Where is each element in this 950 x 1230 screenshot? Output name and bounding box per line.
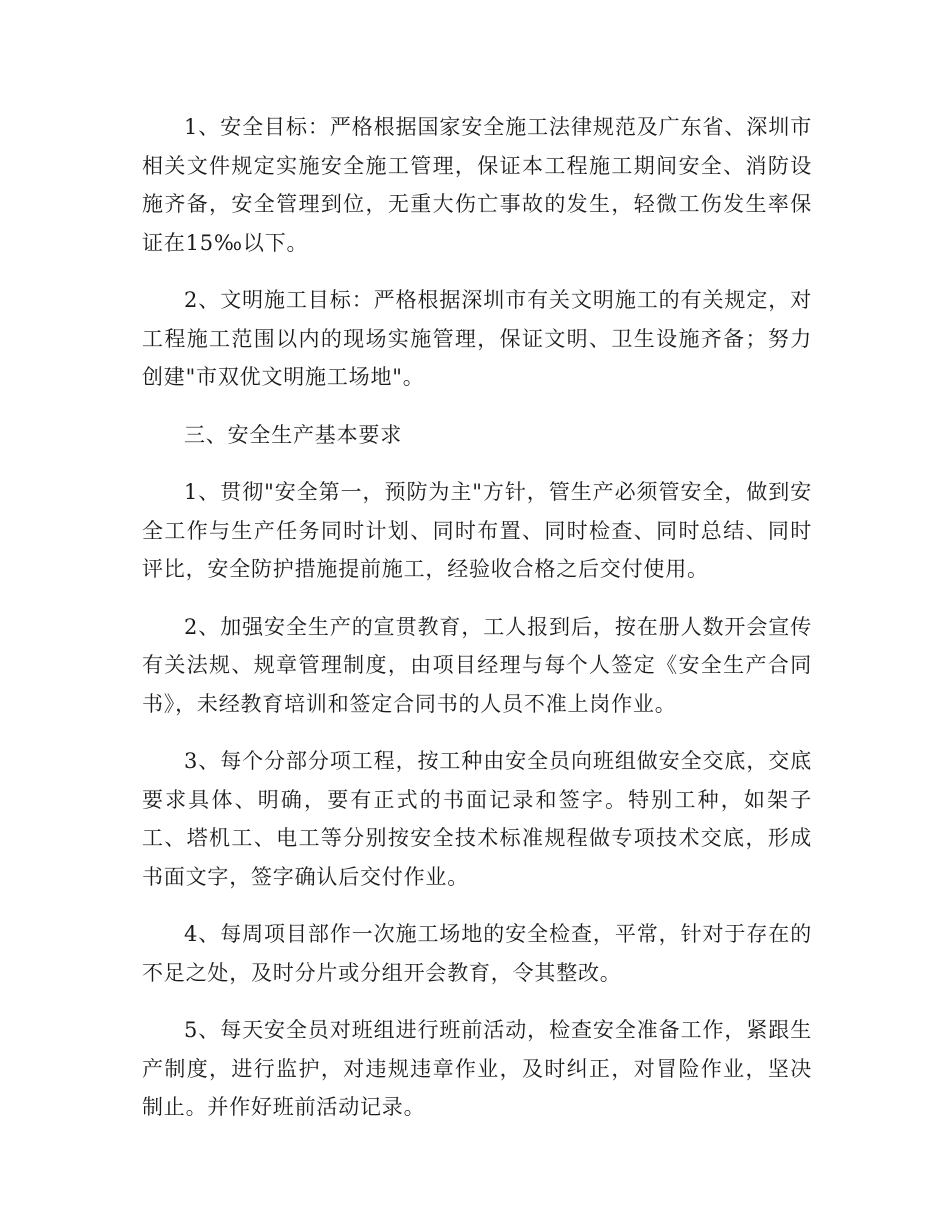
civilized-construction-goal-paragraph: 2、文明施工目标：严格根据深圳市有关文明施工的有关规定，对工程施工范围以内的现场实施管理，保证文明、卫生设施齐备；努力创建"市双优文明施工场地"。 [142, 288, 812, 389]
document-body [142, 108, 812, 1146]
requirement-1-paragraph: 1、贯彻"安全第一，预防为主"方针，管生产必须管安全，做到安全工作与生产任务同时计划、同时布置、同时检查、同时总结、同时评比，安全防护措施提前施工，经验收合格之后交付使用。 [142, 480, 812, 581]
requirement-3-paragraph: 3、每个分部分项工程，按工种由安全员向班组做安全交底，交底要求具体、明确，要有正式的书面记录和签字。特别工种，如架子工、塔机工、电工等分别按安全技术标准规程做专项技术交底，形成书面文字，签字确认后交付作业。 [142, 749, 812, 889]
requirement-5-paragraph: 5、每天安全员对班组进行班前活动，检查安全准备工作，紧跟生产制度，进行监护，对违规违章作业，及时纠正，对冒险作业，坚决制止。并作好班前活动记录。 [142, 1018, 812, 1119]
section-heading-safety-requirements: 三、安全生产基本要求 [184, 422, 402, 447]
safety-goal-paragraph: 1、安全目标：严格根据国家安全施工法律规范及广东省、深圳市相关文件规定实施安全施工管理，保证本工程施工期间安全、消防设施齐备，安全管理到位，无重大伤亡事故的发生，轻微工伤发生率保证在15‰以下。 [142, 115, 812, 255]
requirement-4-paragraph: 4、每周项目部作一次施工场地的安全检查，平常，针对于存在的不足之处，及时分片或分组开会教育，令其整改。 [142, 922, 812, 985]
requirement-2-paragraph: 2、加强安全生产的宣贯教育，工人报到后，按在册人数开会宣传有关法规、规章管理制度，由项目经理与每个人签定《安全生产合同书》，未经教育培训和签定合同书的人员不准上岗作业。 [142, 614, 812, 716]
